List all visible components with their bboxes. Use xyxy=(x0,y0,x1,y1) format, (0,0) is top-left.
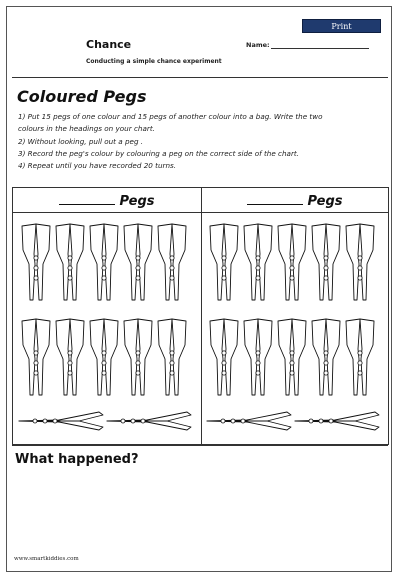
instruction-line: 4) Repeat until you have recorded 20 turns. xyxy=(18,161,177,171)
name-field[interactable] xyxy=(271,48,369,49)
instructions xyxy=(18,111,388,172)
vertical-peg[interactable] xyxy=(278,224,306,300)
vertical-peg[interactable] xyxy=(244,224,272,300)
vertical-peg[interactable] xyxy=(90,319,118,395)
vertical-peg[interactable] xyxy=(56,319,84,395)
vertical-peg[interactable] xyxy=(346,319,374,395)
horizontal-peg[interactable] xyxy=(19,412,103,430)
vertical-peg[interactable] xyxy=(124,224,152,300)
column-label-left: Pegs xyxy=(119,194,155,209)
instruction-line: 2) Without looking, pull out a peg . xyxy=(18,136,144,146)
vertical-peg[interactable] xyxy=(346,224,374,300)
chart-bottom-divider xyxy=(12,445,388,446)
print-button[interactable]: Print xyxy=(302,19,381,33)
page-title: Chance xyxy=(86,38,132,51)
vertical-peg[interactable] xyxy=(278,319,306,395)
pegs-area xyxy=(13,213,388,444)
horizontal-peg[interactable] xyxy=(295,412,379,430)
vertical-peg[interactable] xyxy=(312,319,340,395)
activity-heading: Coloured Pegs xyxy=(17,87,147,106)
reflection-heading: What happened? xyxy=(15,452,139,467)
instruction-line: 3) Record the peg's colour by colouring a peg on the correct side of the chart. xyxy=(18,148,300,158)
vertical-peg[interactable] xyxy=(244,319,272,395)
site-footer: www.smartkiddies.com xyxy=(14,556,79,562)
peg-chart xyxy=(12,187,389,445)
column-heading-left xyxy=(13,192,201,209)
horizontal-peg[interactable] xyxy=(107,412,191,430)
vertical-peg[interactable] xyxy=(56,224,84,300)
vertical-peg[interactable] xyxy=(22,319,50,395)
vertical-peg[interactable] xyxy=(124,319,152,395)
instruction-line: colours in the headings on your chart. xyxy=(18,124,155,134)
vertical-peg[interactable] xyxy=(22,224,50,300)
instruction-line: 1) Put 15 pegs of one colour and 15 pegs of another colour into a bag. Write the two xyxy=(18,112,323,121)
vertical-peg[interactable] xyxy=(312,224,340,300)
column-heading-right xyxy=(201,192,389,209)
vertical-peg[interactable] xyxy=(158,319,186,395)
vertical-peg[interactable] xyxy=(90,224,118,300)
colour-blank-right[interactable] xyxy=(247,192,303,205)
column-label-right: Pegs xyxy=(307,194,343,209)
name-label: Name: xyxy=(246,41,270,49)
colour-blank-left[interactable] xyxy=(59,192,115,205)
vertical-peg[interactable] xyxy=(158,224,186,300)
horizontal-peg[interactable] xyxy=(207,412,291,430)
page-subtitle: Conducting a simple chance experiment xyxy=(86,58,222,65)
header-divider xyxy=(12,77,388,78)
vertical-peg[interactable] xyxy=(210,319,238,395)
vertical-peg[interactable] xyxy=(210,224,238,300)
